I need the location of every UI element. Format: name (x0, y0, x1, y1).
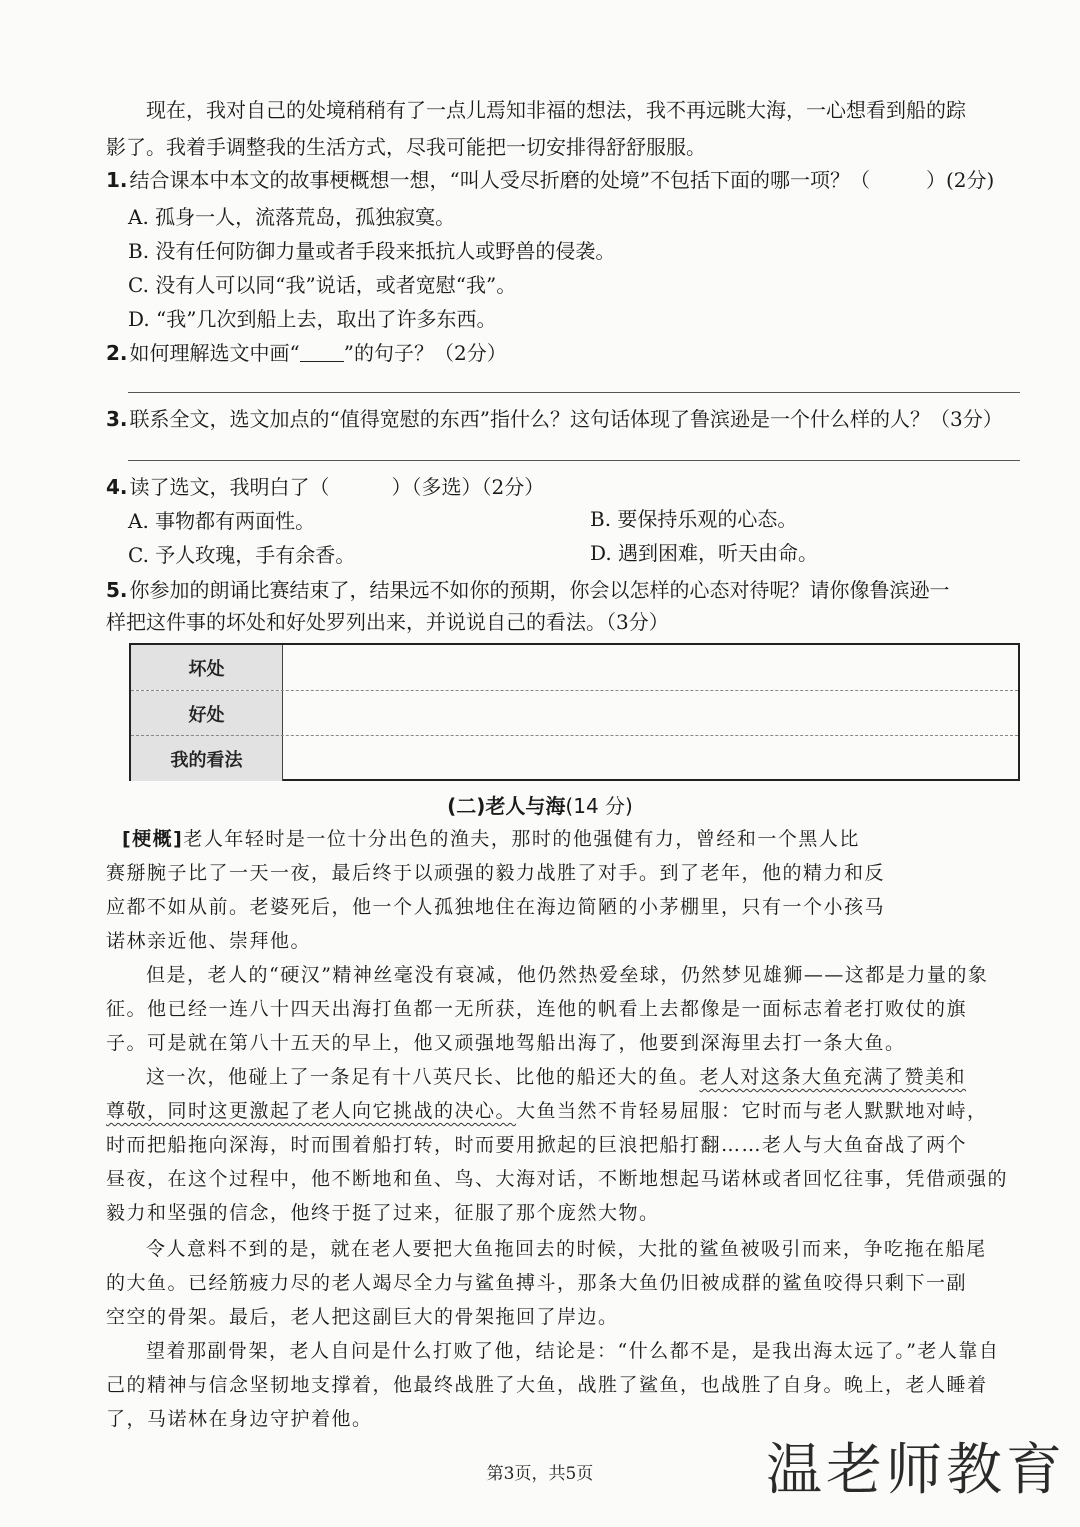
question-1-option-a: A. 孤身一人，流落荒岛，孤独寂寞。 (128, 205, 456, 229)
question-4-number: 4. (106, 475, 128, 499)
question-4-score: ）（多选）（2分） (391, 475, 545, 499)
passage-p4-line-2: 的大鱼。已经筋疲力尽的老人竭尽全力与鲨鱼搏斗，那条大鱼仍旧被成群的鲨鱼咬得只剩下一副 (106, 1272, 968, 1294)
passage-p1-line-3: 应都不如从前。老婆死后，他一个人孤独地住在海边简陋的小茅棚里，只有一个小孩马 (106, 896, 886, 918)
answer-cell-advantage[interactable] (282, 691, 1018, 736)
question-5 (106, 576, 950, 604)
table-row (131, 735, 1018, 781)
passage-p4-line-3: 空空的骨架。最后，老人把这副巨大的骨架拖回了岸边。 (106, 1306, 619, 1328)
page-number: 第3页，共5页 (486, 1464, 594, 1484)
passage-p4-line-1: 令人意料不到的是，就在老人要把大鱼拖回去的时候，大批的鲨鱼被吸引而来，争吃拖在船尾 (146, 1238, 987, 1260)
row-label-advantage: 好处 (131, 691, 282, 736)
question-4-option-a: A. 事物都有两面性。 (128, 509, 316, 533)
question-4 (106, 473, 544, 501)
row-label-opinion: 我的看法 (131, 736, 282, 781)
question-1-option-d: D. “我”几次到船上去，取出了许多东西。 (128, 307, 497, 331)
question-3-number: 3. (106, 407, 128, 431)
watermark: 温老师教育 (766, 1438, 1066, 1503)
question-4-option-d: D. 遇到困难，听天由命。 (590, 541, 819, 565)
question-4-text: 读了选文，我明白了（ (129, 475, 330, 499)
question-5-line-2: 样把这件事的坏处和好处罗列出来，并说说自己的看法。（3分） (106, 610, 669, 634)
underline-blank (300, 343, 344, 362)
passage-p5-line-1: 望着那副骨架，老人自问是什么打败了他，结论是：“什么都不是，是我出海太远了。”老人靠自 (146, 1340, 1000, 1362)
question-3-text: 联系全文，选文加点的“值得宽慰的东西”指什么？这句话体现了鲁滨逊是一个什么样的人？（3分） (129, 407, 1003, 431)
passage-p3-line-3: 时而把船拖向深海，时而围着船打转，时而要用掀起的巨浪把船打翻……老人与大鱼奋战了两个 (106, 1134, 968, 1156)
question-1-option-b: B. 没有任何防御力量或者手段来抵抗人或野兽的侵袭。 (128, 239, 616, 263)
table-row (131, 645, 1018, 690)
section-title (0, 792, 1080, 820)
section-title-text: (二)老人与海 (447, 794, 566, 818)
question-2 (106, 339, 507, 367)
wavy-underlined-sentence: 老人对这条大鱼充满了赞美和 (699, 1066, 967, 1088)
answer-table (129, 643, 1020, 781)
passage-p2-line-2: 征。他已经一连八十四天出海打鱼都一无所获，连他的帆看上去都像是一面标志着老打败仗的旗 (106, 998, 968, 1020)
passage-p5-line-2: 己的精神与信念坚韧地支撑着，他最终战胜了大鱼，战胜了鲨鱼，也战胜了自身。晚上，老人睡着 (106, 1374, 988, 1396)
question-2-number: 2. (106, 341, 128, 365)
passage-p1-line-2: 赛掰腕子比了一天一夜，最后终于以顽强的毅力战胜了对手。到了老年，他的精力和反 (106, 862, 886, 884)
answer-cell-disadvantage[interactable] (282, 645, 1018, 690)
wavy-underlined-sentence: 尊敬，同时这更激起了老人向它挑战的决心。 (106, 1100, 517, 1122)
question-1 (106, 166, 994, 194)
table-row (131, 690, 1018, 736)
passage-p1-line-4: 诺林亲近他、崇拜他。 (106, 930, 312, 952)
passage-p5-line-3: 了，马诺林在身边守护着他。 (106, 1408, 373, 1430)
intro-line-1: 现在，我对自己的处境稍稍有了一点儿焉知非福的想法，我不再远眺大海，一心想看到船的踪 (146, 98, 966, 122)
question-1-number: 1. (106, 168, 128, 192)
question-1-text: 结合课本中本文的故事梗概想一想，“叫人受尽折磨的处境”不包括下面的哪一项？（ (129, 168, 870, 192)
passage-p3-line-1: 这一次，他碰上了一条足有十八英尺长、比他的船还大的鱼。老人对这条大鱼充满了赞美和 (146, 1066, 967, 1088)
question-2-text: 如何理解选文中画“ (129, 341, 300, 365)
passage-p3-line-5: 毅力和坚强的信念，他终于挺了过来，征服了那个庞然大物。 (106, 1202, 660, 1224)
question-5-number: 5. (106, 578, 128, 602)
question-4-option-c: C. 予人玫瑰，手有余香。 (128, 543, 356, 567)
question-5-text: 你参加的朗诵比赛结束了，结果远不如你的预期，你会以怎样的心态对待呢？请你像鲁滨逊一 (129, 578, 950, 602)
intro-line-2: 影了。我着手调整我的生活方式，尽我可能把一切安排得舒舒服服。 (106, 135, 706, 159)
question-4-option-b: B. 要保持乐观的心态。 (590, 507, 798, 531)
question-2-score: ”的句子？（2分） (343, 341, 507, 365)
passage-p3-line-2: 尊敬，同时这更激起了老人向它挑战的决心。大鱼当然不肯轻易屈服：它时而与老人默默地对峙， (106, 1100, 988, 1122)
row-label-disadvantage: 坏处 (131, 645, 282, 690)
passage-p2-line-3: 子。可是就在第八十五天的早上，他又顽强地驾船出海了，他要到深海里去打一条大鱼。 (106, 1032, 906, 1054)
summary-label: [梗概] (122, 828, 184, 850)
answer-line-q2[interactable] (128, 392, 1020, 393)
answer-line-q3[interactable] (128, 460, 1020, 461)
question-1-option-c: C. 没有人可以同“我”说话，或者宽慰“我”。 (128, 273, 517, 297)
question-3 (106, 405, 1003, 433)
passage-p1-line-1: [梗概]老人年轻时是一位十分出色的渔夫，那时的他强健有力，曾经和一个黑人比 (122, 828, 860, 850)
passage-p2-line-1: 但是，老人的“硬汉”精神丝毫没有衰减，他仍然热爱垒球，仍然梦见雄狮——这都是力量的象 (146, 964, 989, 986)
section-score: (14 分) (565, 794, 633, 818)
answer-cell-opinion[interactable] (282, 736, 1018, 781)
passage-p3-line-4: 昼夜，在这个过程中，他不断地和鱼、鸟、大海对话，不断地想起马诺林或者回忆往事，凭借顽强的 (106, 1168, 1009, 1190)
question-1-score: ）(2分) (925, 168, 995, 192)
